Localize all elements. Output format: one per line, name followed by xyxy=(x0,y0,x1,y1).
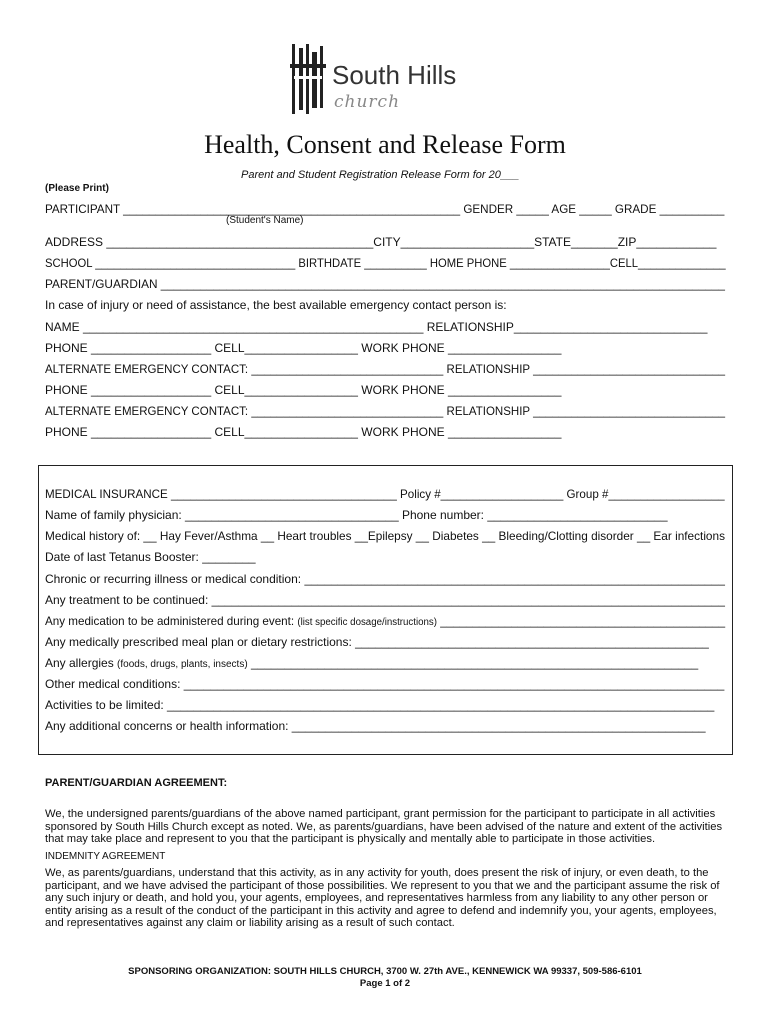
church-logo-icon xyxy=(290,44,326,114)
emergency-intro: In case of injury or need of assistance, the best available emergency contact person is: xyxy=(45,298,507,312)
form-title: Health, Consent and Release Form xyxy=(204,130,566,159)
emergency-name-line[interactable]: NAME ___________________________________________________ RELATIONSHIP_____________________________ xyxy=(45,320,708,334)
indemnity-heading: INDEMNITY AGREEMENT xyxy=(45,851,166,862)
medication-line[interactable] xyxy=(45,614,725,630)
address-line[interactable]: ADDRESS ________________________________________CITY____________________STATE_______ZIP____________ xyxy=(45,235,717,249)
allergies-label: Any allergies xyxy=(45,656,118,670)
chronic-illness-line[interactable]: Chronic or recurring illness or medical condition: _______________________________________________________________ xyxy=(45,572,725,586)
alternate-phone-line-2[interactable]: PHONE __________________ CELL_________________ WORK PHONE _________________ xyxy=(45,425,562,439)
please-print-note: (Please Print) xyxy=(45,183,109,194)
guardian-line[interactable]: PARENT/GUARDIAN ______________________________________________________________________________________ xyxy=(45,277,725,291)
alternate-phone-line-1[interactable]: PHONE __________________ CELL_________________ WORK PHONE _________________ xyxy=(45,383,562,397)
alternate-contact-line-2[interactable]: ALTERNATE EMERGENCY CONTACT: ______________________________ RELATIONSHIP ______________________________ xyxy=(45,404,726,418)
agreement-paragraph: We, the undersigned parents/guardians of the above named participant, grant permission for the participant to participate in all activities sponsored by South Hills Church except as noted. We, as parents/guardians, have been advised of the nature and extent of the activities that may take place and represent to you that the participant is physically and mentally able to participate in those activities. xyxy=(45,808,723,846)
medication-blank: ____________________________________________ xyxy=(436,614,726,628)
additional-concerns-line[interactable]: Any additional concerns or health information: ______________________________________________________________ xyxy=(45,719,706,733)
student-name-hint: (Student's Name) xyxy=(226,215,304,226)
logo-name: South Hills xyxy=(332,60,457,90)
meal-plan-line[interactable]: Any medically prescribed meal plan or dietary restrictions: _____________________________________________________ xyxy=(45,635,709,649)
page-number: Page 1 of 2 xyxy=(359,978,411,989)
emergency-phone-line[interactable]: PHONE __________________ CELL_________________ WORK PHONE _________________ xyxy=(45,341,562,355)
form-subtitle: Parent and Student Registration Release Form for 20___ xyxy=(241,169,520,181)
alternate-contact-line-1[interactable]: ALTERNATE EMERGENCY CONTACT: ______________________________ RELATIONSHIP ______________________________ xyxy=(45,362,726,376)
tetanus-line[interactable]: Date of last Tetanus Booster: ________ xyxy=(45,550,256,564)
sponsoring-organization: SPONSORING ORGANIZATION: SOUTH HILLS CHURCH, 3700 W. 27th AVE., KENNEWICK WA 99337, 509-586-6101 xyxy=(128,966,642,977)
school-line[interactable]: SCHOOL ________________________________ BIRTHDATE __________ HOME PHONE ________________CELL______________ xyxy=(45,256,726,270)
treatment-line[interactable]: Any treatment to be continued: _____________________________________________________________________________ xyxy=(45,593,725,607)
participant-line[interactable]: PARTICIPANT ____________________________________________________ GENDER _____ AGE _____ GRADE __________ xyxy=(45,202,725,216)
allergies-blank: ___________________________________________________________________ xyxy=(247,656,699,670)
logo-subtitle: church xyxy=(334,92,401,112)
medication-label: Any medication to be administered during event: xyxy=(45,614,298,628)
allergies-line[interactable] xyxy=(45,656,698,672)
physician-line[interactable]: Name of family physician: ________________________________ Phone number: ___________________________ xyxy=(45,508,668,522)
indemnity-paragraph: We, as parents/guardians, understand that this activity, as in any activity for youth, does present the risk of injury, or even death, to the participant, and we have advised the participant of those possibilities. We represent to you that we and the participant assume the risk of any such injury or death, and hold you, your agents, employees, and representatives harmless from any liability to any other person or entity arising as a result of the conduct of the participant in this activity and agree to defend and indemnify you, your agents, employees, and representatives against any claim or liability arising as a result of such contact. xyxy=(45,867,720,930)
medical-history-line[interactable]: Medical history of: __ Hay Fever/Asthma __ Heart troubles __Epilepsy __ Diabetes __ Bleeding/Clotting disorder __ Ear infections xyxy=(45,529,725,543)
activities-limited-line[interactable]: Activities to be limited: __________________________________________________________________________________ xyxy=(45,698,715,712)
medical-insurance-line[interactable]: MEDICAL INSURANCE ___________________________________ Policy #___________________ Group #__________________ xyxy=(45,487,725,501)
medication-hint: (list specific dosage/instructions) xyxy=(297,617,437,628)
agreement-heading: PARENT/GUARDIAN AGREEMENT: xyxy=(45,777,228,789)
allergies-hint: (foods, drugs, plants, insects) xyxy=(117,659,248,670)
other-conditions-line[interactable]: Other medical conditions: _________________________________________________________________________________ xyxy=(45,677,725,691)
